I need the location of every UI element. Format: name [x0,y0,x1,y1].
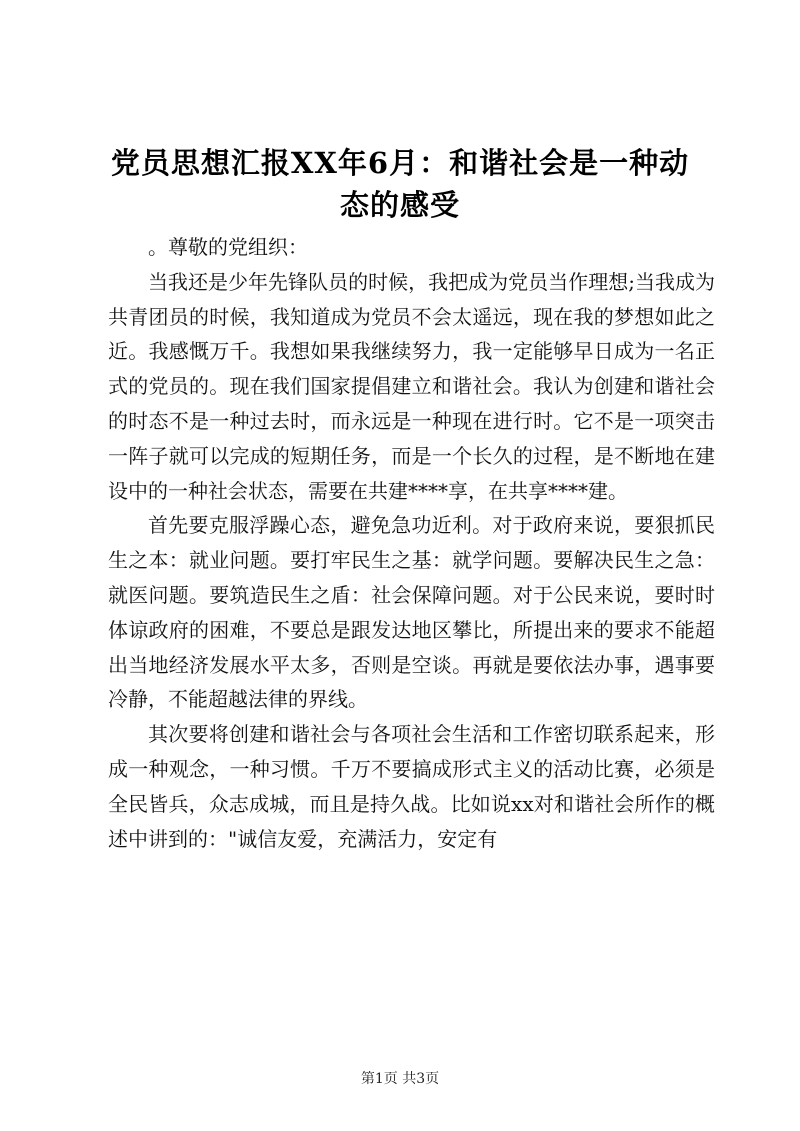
page-footer: 第1页 共3页 [360,1071,440,1087]
title-line-1: 党员思想汇报XX年6月：和谐社会是一种动 [110,146,690,180]
paragraph-2: 首先要克服浮躁心态，避免急功近利。对于政府来说，要狠抓民生之本：就业问题。要打牢民生之基：就学问题。要解决民生之急：就医问题。要筑造民生之盾：社会保障问题。对于公民来说，要时时体谅政府的困难，不要总是跟发达地区攀比，所提出来的要求不能超出当地经济发展水平太多，否则是空谈。再就是要依法办事，遇事要冷静，不能超越法律的界线。 [108,513,715,712]
salutation: 。尊敬的党组织： [148,235,308,259]
page-title [60,142,740,226]
paragraph-1: 当我还是少年先锋队员的时候，我把成为党员当作理想;当我成为共青团员的时候，我知道成为党员不会太遥远，现在我的梦想如此之近。我感慨万千。我想如果我继续努力，我一定能够早日成为一名正式的党员的。现在我们国家提倡建立和谐社会。我认为创建和谐社会的时态不是一种过去时，而永远是一种现在进行时。它不是一项突击一阵子就可以完成的短期任务，而是一个长久的过程，是不断地在建设中的一种社会状态，需要在共建****享，在共享****建。 [108,269,715,503]
paragraph-3: 其次要将创建和谐社会与各项社会生活和工作密切联系起来，形成一种观念，一种习惯。千万不要搞成形式主义的活动比赛，必须是全民皆兵，众志成城，而且是持久战。比如说xx对和谐社会所作的概述中讲到的："诚信友爱，充满活力，安定有 [108,722,715,851]
document-body [108,230,715,856]
title-line-2: 态的感受 [339,188,460,222]
